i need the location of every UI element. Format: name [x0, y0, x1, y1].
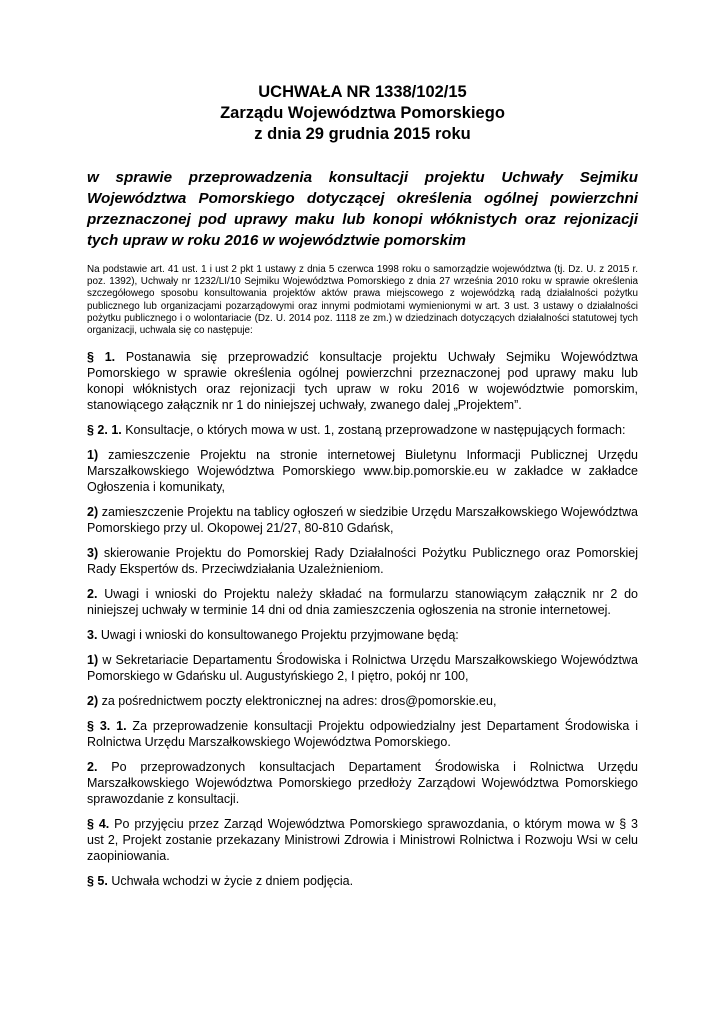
list-item-label: 1) — [87, 653, 99, 668]
paragraph-label: § 2. 1. — [87, 423, 122, 438]
resolution-subject: w sprawie przeprowadzenia konsultacji projektu Uchwały Sejmiku Województwa Pomorskiego dotyczącej określenia ogólnej powierzchni przeznaczonej pod uprawy maku lub konopi włóknistych oraz rejonizacji tych upraw w roku 2016 w województwie pomorskim — [87, 169, 638, 249]
paragraph-5 — [87, 873, 638, 889]
paragraph-2-2 — [87, 586, 638, 618]
list-item — [87, 504, 638, 536]
paragraph-label: 2. — [87, 587, 98, 602]
list-item — [87, 447, 638, 495]
paragraph-1 — [87, 349, 638, 413]
paragraph-label: § 5. — [87, 874, 108, 889]
paragraph-4 — [87, 816, 638, 864]
paragraph-3-2 — [87, 759, 638, 807]
resolution-title — [87, 82, 638, 145]
paragraph-label: § 3. 1. — [87, 719, 127, 734]
list-item — [87, 693, 638, 709]
paragraph-text: Uchwała wchodzi w życie z dniem podjęcia. — [107, 874, 354, 889]
paragraph-text: Postanawia się przeprowadzić konsultacje projektu Uchwały Sejmiku Województwa Pomorskiego w sprawie określenia ogólnej powierzchni przeznaczonej pod uprawy maku lub konopi włóknistych oraz rejonizacji tych upraw w roku 2016 w województwie pomorskim, stanowiącego załącznik nr 1 do niniejszej uchwały, zwanego dalej „Projektem”. — [87, 350, 638, 413]
paragraph-label: 3. — [87, 628, 98, 643]
paragraph-text: Uwagi i wnioski do konsultowanego Projektu przyjmowane będą: — [97, 628, 459, 643]
list-item-text: zamieszczenie Projektu na tablicy ogłoszeń w siedzibie Urzędu Marszałkowskiego Województwa Pomorskiego przy ul. Okopowej 21/27, 80-810 Gdańsk, — [87, 505, 638, 536]
title-number: UCHWAŁA NR 1338/102/15 — [258, 83, 467, 101]
title-body: Zarządu Województwa Pomorskiego — [220, 104, 505, 122]
title-date: z dnia 29 grudnia 2015 roku — [254, 125, 471, 143]
paragraph-label: § 4. — [87, 817, 110, 832]
paragraph-label: § 1. — [87, 350, 116, 365]
legal-basis: Na podstawie art. 41 ust. 1 i ust 2 pkt 1 ustawy z dnia 5 czerwca 1998 roku o samorządzie województwa (tj. Dz. U. z 2015 r. poz. 1392), Uchwały nr 1232/LI/10 Sejmiku Województwa Pomorskiego z dnia 27 września 2010 roku w sprawie określenia szczegółowego sposobu konsultowania projektów aktów prawa miejscowego z wojewódzką radą działalności pożytku publicznego lub organizacjami pozarządowymi oraz innymi podmiotami wymienionymi w art. 3 ust. 3 ustawy o działalności pożytku publicznego i o wolontariacie (Dz. U. 2014 poz. 1118 ze zm.) w dziedzinach dotyczących działalności statutowej tych organizacji, uchwala się co następuje: — [87, 264, 638, 337]
list-item-text: za pośrednictwem poczty elektronicznej na adres: dros@pomorskie.eu, — [98, 694, 497, 709]
paragraph-text: Za przeprowadzenie konsultacji Projektu odpowiedzialny jest Departament Środowiska i Rolnictwa Urzędu Marszałkowskiego Województwa Pomorskiego. — [87, 719, 638, 750]
list-item-label: 1) — [87, 448, 99, 463]
paragraph-text: Konsultacje, o których mowa w ust. 1, zostaną przeprowadzone w następujących formach: — [121, 423, 626, 438]
list-item-label: 2) — [87, 505, 99, 520]
paragraph-2-3 — [87, 627, 638, 643]
list-item — [87, 652, 638, 684]
list-item-text: w Sekretariacie Departamentu Środowiska i Rolnictwa Urzędu Marszałkowskiego Województwa Pomorskiego w Gdańsku ul. Augustyńskiego 2, I piętro, pokój nr 100, — [87, 653, 638, 684]
list-item-text: skierowanie Projektu do Pomorskiej Rady Działalności Pożytku Publicznego oraz Pomorskiej Rady Ekspertów ds. Przeciwdziałania Uzależnieniom. — [87, 546, 638, 577]
paragraph-text: Uwagi i wnioski do Projektu należy składać na formularzu stanowiącym załącznik nr 2 do niniejszej uchwały w terminie 14 dni od dnia zamieszczenia ogłoszenia na stronie internetowej. — [87, 587, 638, 618]
list-item-label: 2) — [87, 694, 99, 709]
list-item-label: 3) — [87, 546, 99, 561]
paragraph-text: Po przyjęciu przez Zarząd Województwa Pomorskiego sprawozdania, o którym mowa w § 3 ust 2, Projekt zostanie przekazany Ministrowi Zdrowia i Ministrowi Rolnictwa i Rozwoju Wsi w celu zaopiniowania. — [87, 817, 638, 864]
paragraph-label: 2. — [87, 760, 98, 775]
paragraph-3-1 — [87, 718, 638, 750]
paragraph-text: Po przeprowadzonych konsultacjach Departament Środowiska i Rolnictwa Urzędu Marszałkowskiego Województwa Pomorskiego przedłoży Zarządowi Województwa Pomorskiego sprawozdanie z konsultacji. — [87, 760, 638, 807]
list-item — [87, 545, 638, 577]
list-item-text: zamieszczenie Projektu na stronie internetowej Biuletynu Informacji Publicznej Urzędu Marszałkowskiego Województwa Pomorskiego www.bip.pomorskie.eu w zakładce w zakładce Ogłoszenia i komunikaty, — [87, 448, 638, 495]
paragraph-2-1 — [87, 422, 638, 438]
